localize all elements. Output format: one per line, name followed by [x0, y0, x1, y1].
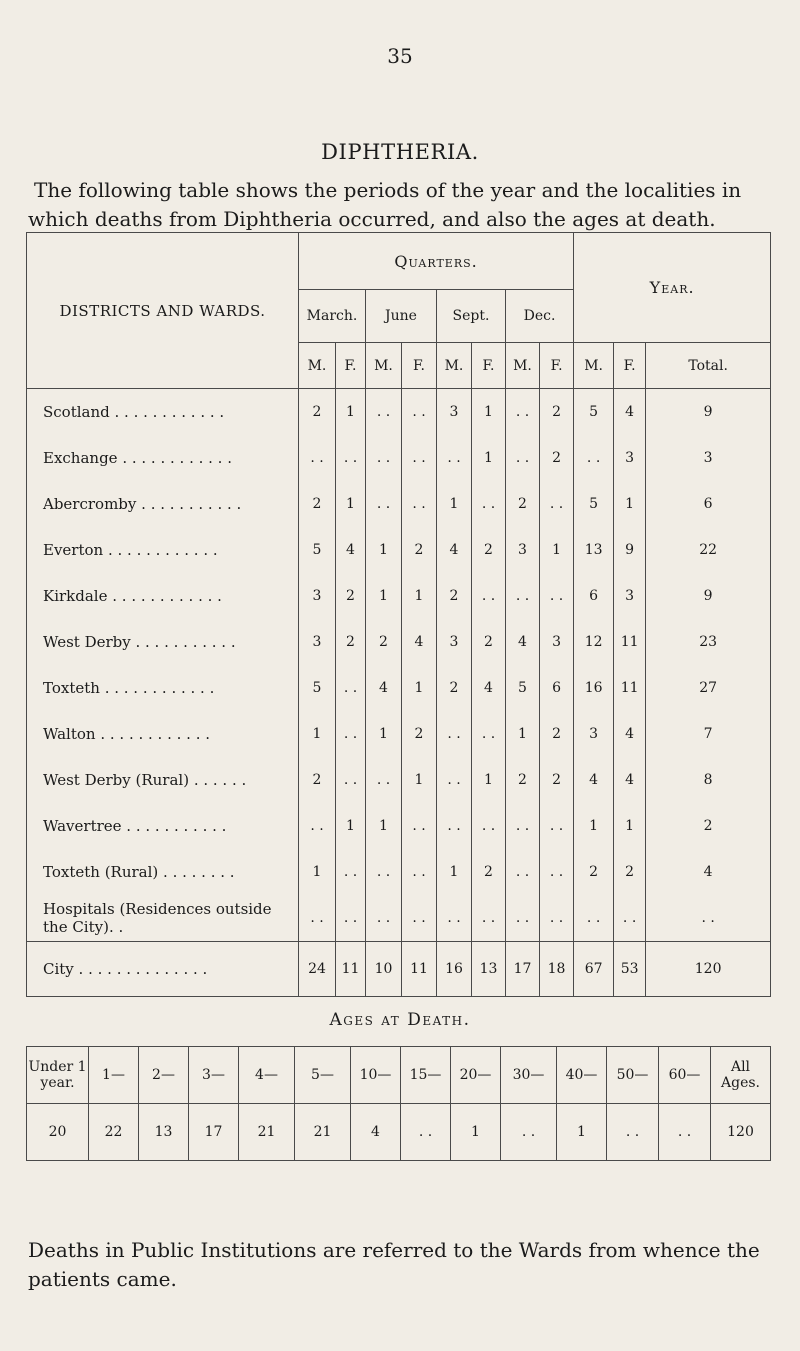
table-cell: 1 — [614, 481, 646, 527]
district-name: Wavertree . . . . . . . . . . . — [27, 803, 299, 849]
district-name: Everton . . . . . . . . . . . . — [27, 527, 299, 573]
quarter-march-header: March. — [299, 290, 366, 343]
table-cell: . . — [402, 803, 437, 849]
age-group-header: 10— — [351, 1047, 401, 1104]
table-cell: . . — [437, 435, 472, 481]
total-cell: 17 — [506, 942, 540, 997]
total-cell: 11 — [336, 942, 366, 997]
table-cell: 3 — [437, 389, 472, 436]
page-number: 35 — [387, 44, 413, 68]
table-cell: 2 — [299, 481, 336, 527]
total-cell: 120 — [646, 942, 771, 997]
table-cell: . . — [574, 895, 614, 942]
table-cell: 3 — [506, 527, 540, 573]
total-cell: 10 — [366, 942, 402, 997]
table-cell: . . — [366, 389, 402, 436]
table-cell: . . — [506, 803, 540, 849]
dec-m-header: M. — [506, 343, 540, 389]
table-cell: . . — [472, 573, 506, 619]
table-cell: 1 — [336, 389, 366, 436]
table-cell: 1 — [402, 665, 437, 711]
table-row — [27, 527, 771, 573]
table-cell: 1 — [336, 481, 366, 527]
table-cell: 2 — [540, 389, 574, 436]
table-cell: 2 — [472, 527, 506, 573]
table-cell: . . — [299, 435, 336, 481]
age-group-value: 1 — [557, 1104, 607, 1161]
table-cell: 2 — [574, 849, 614, 895]
table-cell: 1 — [437, 481, 472, 527]
table-cell: . . — [366, 435, 402, 481]
age-group-header: 60— — [659, 1047, 711, 1104]
footer-note: Deaths in Public Institutions are referred to the Wards from whence the patients came. — [28, 1238, 760, 1291]
age-group-value: 1 — [451, 1104, 501, 1161]
table-cell: . . — [506, 389, 540, 436]
district-name: Toxteth . . . . . . . . . . . . — [27, 665, 299, 711]
table-cell: 4 — [574, 757, 614, 803]
table-cell: . . — [366, 849, 402, 895]
table-cell: 11 — [614, 619, 646, 665]
table-cell: . . — [540, 849, 574, 895]
table-row — [27, 803, 771, 849]
table-row — [27, 665, 771, 711]
table-cell: . . — [437, 803, 472, 849]
table-cell: . . — [366, 895, 402, 942]
table-cell: 2 — [472, 619, 506, 665]
age-group-header: 4— — [239, 1047, 295, 1104]
total-row — [27, 942, 771, 997]
table-cell: . . — [402, 895, 437, 942]
age-group-header: 2— — [139, 1047, 189, 1104]
table-cell: 2 — [614, 849, 646, 895]
table-cell: 4 — [506, 619, 540, 665]
district-name: West Derby (Rural) . . . . . . — [27, 757, 299, 803]
table-cell: 2 — [366, 619, 402, 665]
table-cell: 1 — [366, 527, 402, 573]
table-cell: 3 — [299, 619, 336, 665]
table-cell: 1 — [472, 435, 506, 481]
table-cell: 6 — [574, 573, 614, 619]
march-m-header: M. — [299, 343, 336, 389]
year-header: Year. — [574, 233, 771, 343]
table-cell: 1 — [472, 757, 506, 803]
total-cell: 67 — [574, 942, 614, 997]
age-group-header: 3— — [189, 1047, 239, 1104]
table-cell: . . — [336, 849, 366, 895]
table-cell: 3 — [540, 619, 574, 665]
table-cell: 2 — [437, 665, 472, 711]
dec-f-header: F. — [540, 343, 574, 389]
age-group-value: 120 — [711, 1104, 771, 1161]
table-cell: 2 — [540, 757, 574, 803]
age-group-value: . . — [607, 1104, 659, 1161]
age-group-value: 21 — [239, 1104, 295, 1161]
table-cell: 2 — [646, 803, 771, 849]
table-cell: . . — [402, 435, 437, 481]
district-name: Toxteth (Rural) . . . . . . . . — [27, 849, 299, 895]
table-cell: 1 — [366, 711, 402, 757]
table-cell: . . — [437, 711, 472, 757]
table-cell: . . — [472, 803, 506, 849]
table-cell: 7 — [646, 711, 771, 757]
age-group-value: 21 — [295, 1104, 351, 1161]
table-cell: 3 — [646, 435, 771, 481]
age-group-header: 15— — [401, 1047, 451, 1104]
total-cell: 18 — [540, 942, 574, 997]
age-group-value: . . — [401, 1104, 451, 1161]
age-group-value: 4 — [351, 1104, 401, 1161]
intro-paragraph: The following table shows the periods of the year and the localities in which deaths from Diphtheria occurred, and also the ages at death. — [28, 178, 742, 231]
table-row — [27, 389, 771, 436]
table-cell: 1 — [574, 803, 614, 849]
table-cell: . . — [366, 757, 402, 803]
table-cell: 1 — [437, 849, 472, 895]
table-cell: 9 — [646, 573, 771, 619]
table-cell: 1 — [402, 573, 437, 619]
sept-m-header: M. — [437, 343, 472, 389]
table-cell: . . — [646, 895, 771, 942]
table-cell: . . — [506, 435, 540, 481]
table-cell: 5 — [574, 481, 614, 527]
table-cell: 27 — [646, 665, 771, 711]
table-cell: . . — [437, 895, 472, 942]
table-cell: . . — [614, 895, 646, 942]
table-cell: 6 — [540, 665, 574, 711]
table-cell: 2 — [402, 527, 437, 573]
ages-table — [26, 1046, 771, 1161]
table-cell: 1 — [472, 389, 506, 436]
table-cell: . . — [506, 849, 540, 895]
table-cell: 9 — [614, 527, 646, 573]
table-cell: . . — [540, 573, 574, 619]
age-group-value: . . — [501, 1104, 557, 1161]
table-cell: 3 — [614, 435, 646, 481]
district-name: Scotland . . . . . . . . . . . . — [27, 389, 299, 436]
table-cell: 4 — [336, 527, 366, 573]
table-cell: 6 — [646, 481, 771, 527]
table-cell: 4 — [614, 389, 646, 436]
district-name: Kirkdale . . . . . . . . . . . . — [27, 573, 299, 619]
district-name: Exchange . . . . . . . . . . . . — [27, 435, 299, 481]
table-cell: . . — [402, 389, 437, 436]
age-group-value: 22 — [89, 1104, 139, 1161]
table-cell: 5 — [299, 527, 336, 573]
table-cell: . . — [336, 665, 366, 711]
table-row — [27, 435, 771, 481]
table-cell: . . — [336, 757, 366, 803]
age-group-value: 17 — [189, 1104, 239, 1161]
table-cell: . . — [472, 711, 506, 757]
table-row — [27, 895, 771, 942]
table-cell: 23 — [646, 619, 771, 665]
table-row — [27, 481, 771, 527]
table-cell: 4 — [402, 619, 437, 665]
table-cell: 2 — [540, 711, 574, 757]
age-group-value: . . — [659, 1104, 711, 1161]
table-cell: 4 — [646, 849, 771, 895]
age-group-header: Under 1 year. — [27, 1047, 89, 1104]
table-cell: 2 — [506, 481, 540, 527]
age-group-value: 13 — [139, 1104, 189, 1161]
june-f-header: F. — [402, 343, 437, 389]
districts-header: DISTRICTS AND WARDS. — [27, 233, 299, 389]
table-cell: 8 — [646, 757, 771, 803]
table-cell: 1 — [402, 757, 437, 803]
table-cell: . . — [366, 481, 402, 527]
quarter-dec-header: Dec. — [506, 290, 574, 343]
table-cell: 2 — [402, 711, 437, 757]
table-cell: . . — [299, 803, 336, 849]
year-f-header: F. — [614, 343, 646, 389]
quarter-june-header: June — [366, 290, 437, 343]
table-row — [27, 711, 771, 757]
year-total-header: Total. — [646, 343, 771, 389]
quarters-header: Quarters. — [299, 233, 574, 290]
table-row — [27, 757, 771, 803]
table-cell: 5 — [299, 665, 336, 711]
age-group-header: 40— — [557, 1047, 607, 1104]
table-cell: 1 — [506, 711, 540, 757]
table-cell: 16 — [574, 665, 614, 711]
year-m-header: M. — [574, 343, 614, 389]
district-name: West Derby . . . . . . . . . . . — [27, 619, 299, 665]
total-cell: 53 — [614, 942, 646, 997]
table-cell: 3 — [614, 573, 646, 619]
table-cell: . . — [574, 435, 614, 481]
table-cell: 1 — [614, 803, 646, 849]
table-cell: 2 — [437, 573, 472, 619]
table-cell: 4 — [437, 527, 472, 573]
table-cell: . . — [437, 757, 472, 803]
table-cell: 12 — [574, 619, 614, 665]
district-name: Hospitals (Residences outside the City). . — [27, 895, 299, 942]
age-group-header: All Ages. — [711, 1047, 771, 1104]
table-cell: 3 — [574, 711, 614, 757]
table-cell: 4 — [614, 757, 646, 803]
table-cell: 1 — [366, 573, 402, 619]
table-cell: 2 — [336, 573, 366, 619]
table-cell: . . — [336, 435, 366, 481]
table-cell: 1 — [336, 803, 366, 849]
total-cell: 24 — [299, 942, 336, 997]
district-name: Abercromby . . . . . . . . . . . — [27, 481, 299, 527]
table-cell: 2 — [506, 757, 540, 803]
table-cell: . . — [506, 895, 540, 942]
table-cell: . . — [299, 895, 336, 942]
table-cell: . . — [472, 481, 506, 527]
ages-header-row — [27, 1047, 771, 1104]
table-cell: . . — [472, 895, 506, 942]
table-cell: . . — [402, 849, 437, 895]
age-group-value: 20 — [27, 1104, 89, 1161]
table-cell: 2 — [540, 435, 574, 481]
table-cell: . . — [402, 481, 437, 527]
age-group-header: 30— — [501, 1047, 557, 1104]
table-cell: 11 — [614, 665, 646, 711]
sept-f-header: F. — [472, 343, 506, 389]
table-cell: 4 — [472, 665, 506, 711]
table-cell: 9 — [646, 389, 771, 436]
table-cell: 5 — [506, 665, 540, 711]
table-cell: 5 — [574, 389, 614, 436]
table-cell: . . — [336, 895, 366, 942]
ages-title: Ages at Death. — [329, 1010, 471, 1030]
total-label: City . . . . . . . . . . . . . . — [27, 942, 299, 997]
table-cell: 2 — [336, 619, 366, 665]
total-cell: 13 — [472, 942, 506, 997]
table-cell: . . — [336, 711, 366, 757]
age-group-header: 50— — [607, 1047, 659, 1104]
table-cell: 13 — [574, 527, 614, 573]
table-cell: 2 — [299, 757, 336, 803]
quarters-table — [26, 232, 771, 997]
age-group-header: 1— — [89, 1047, 139, 1104]
age-group-header: 5— — [295, 1047, 351, 1104]
table-cell: . . — [540, 803, 574, 849]
page-title: DIPHTHERIA. — [321, 140, 479, 164]
table-cell: . . — [506, 573, 540, 619]
quarter-sept-header: Sept. — [437, 290, 506, 343]
table-cell: 1 — [366, 803, 402, 849]
table-row — [27, 573, 771, 619]
ages-values-row — [27, 1104, 771, 1161]
table-cell: 3 — [437, 619, 472, 665]
total-cell: 16 — [437, 942, 472, 997]
table-cell: 3 — [299, 573, 336, 619]
table-cell: 4 — [366, 665, 402, 711]
table-cell: 4 — [614, 711, 646, 757]
table-row — [27, 849, 771, 895]
table-cell: 2 — [472, 849, 506, 895]
district-name: Walton . . . . . . . . . . . . — [27, 711, 299, 757]
age-group-header: 20— — [451, 1047, 501, 1104]
table-cell: . . — [540, 895, 574, 942]
table-cell: . . — [540, 481, 574, 527]
june-m-header: M. — [366, 343, 402, 389]
march-f-header: F. — [336, 343, 366, 389]
table-cell: 22 — [646, 527, 771, 573]
table-cell: 1 — [540, 527, 574, 573]
table-cell: 2 — [299, 389, 336, 436]
table-cell: 1 — [299, 849, 336, 895]
table-row — [27, 619, 771, 665]
table-cell: 1 — [299, 711, 336, 757]
total-cell: 11 — [402, 942, 437, 997]
